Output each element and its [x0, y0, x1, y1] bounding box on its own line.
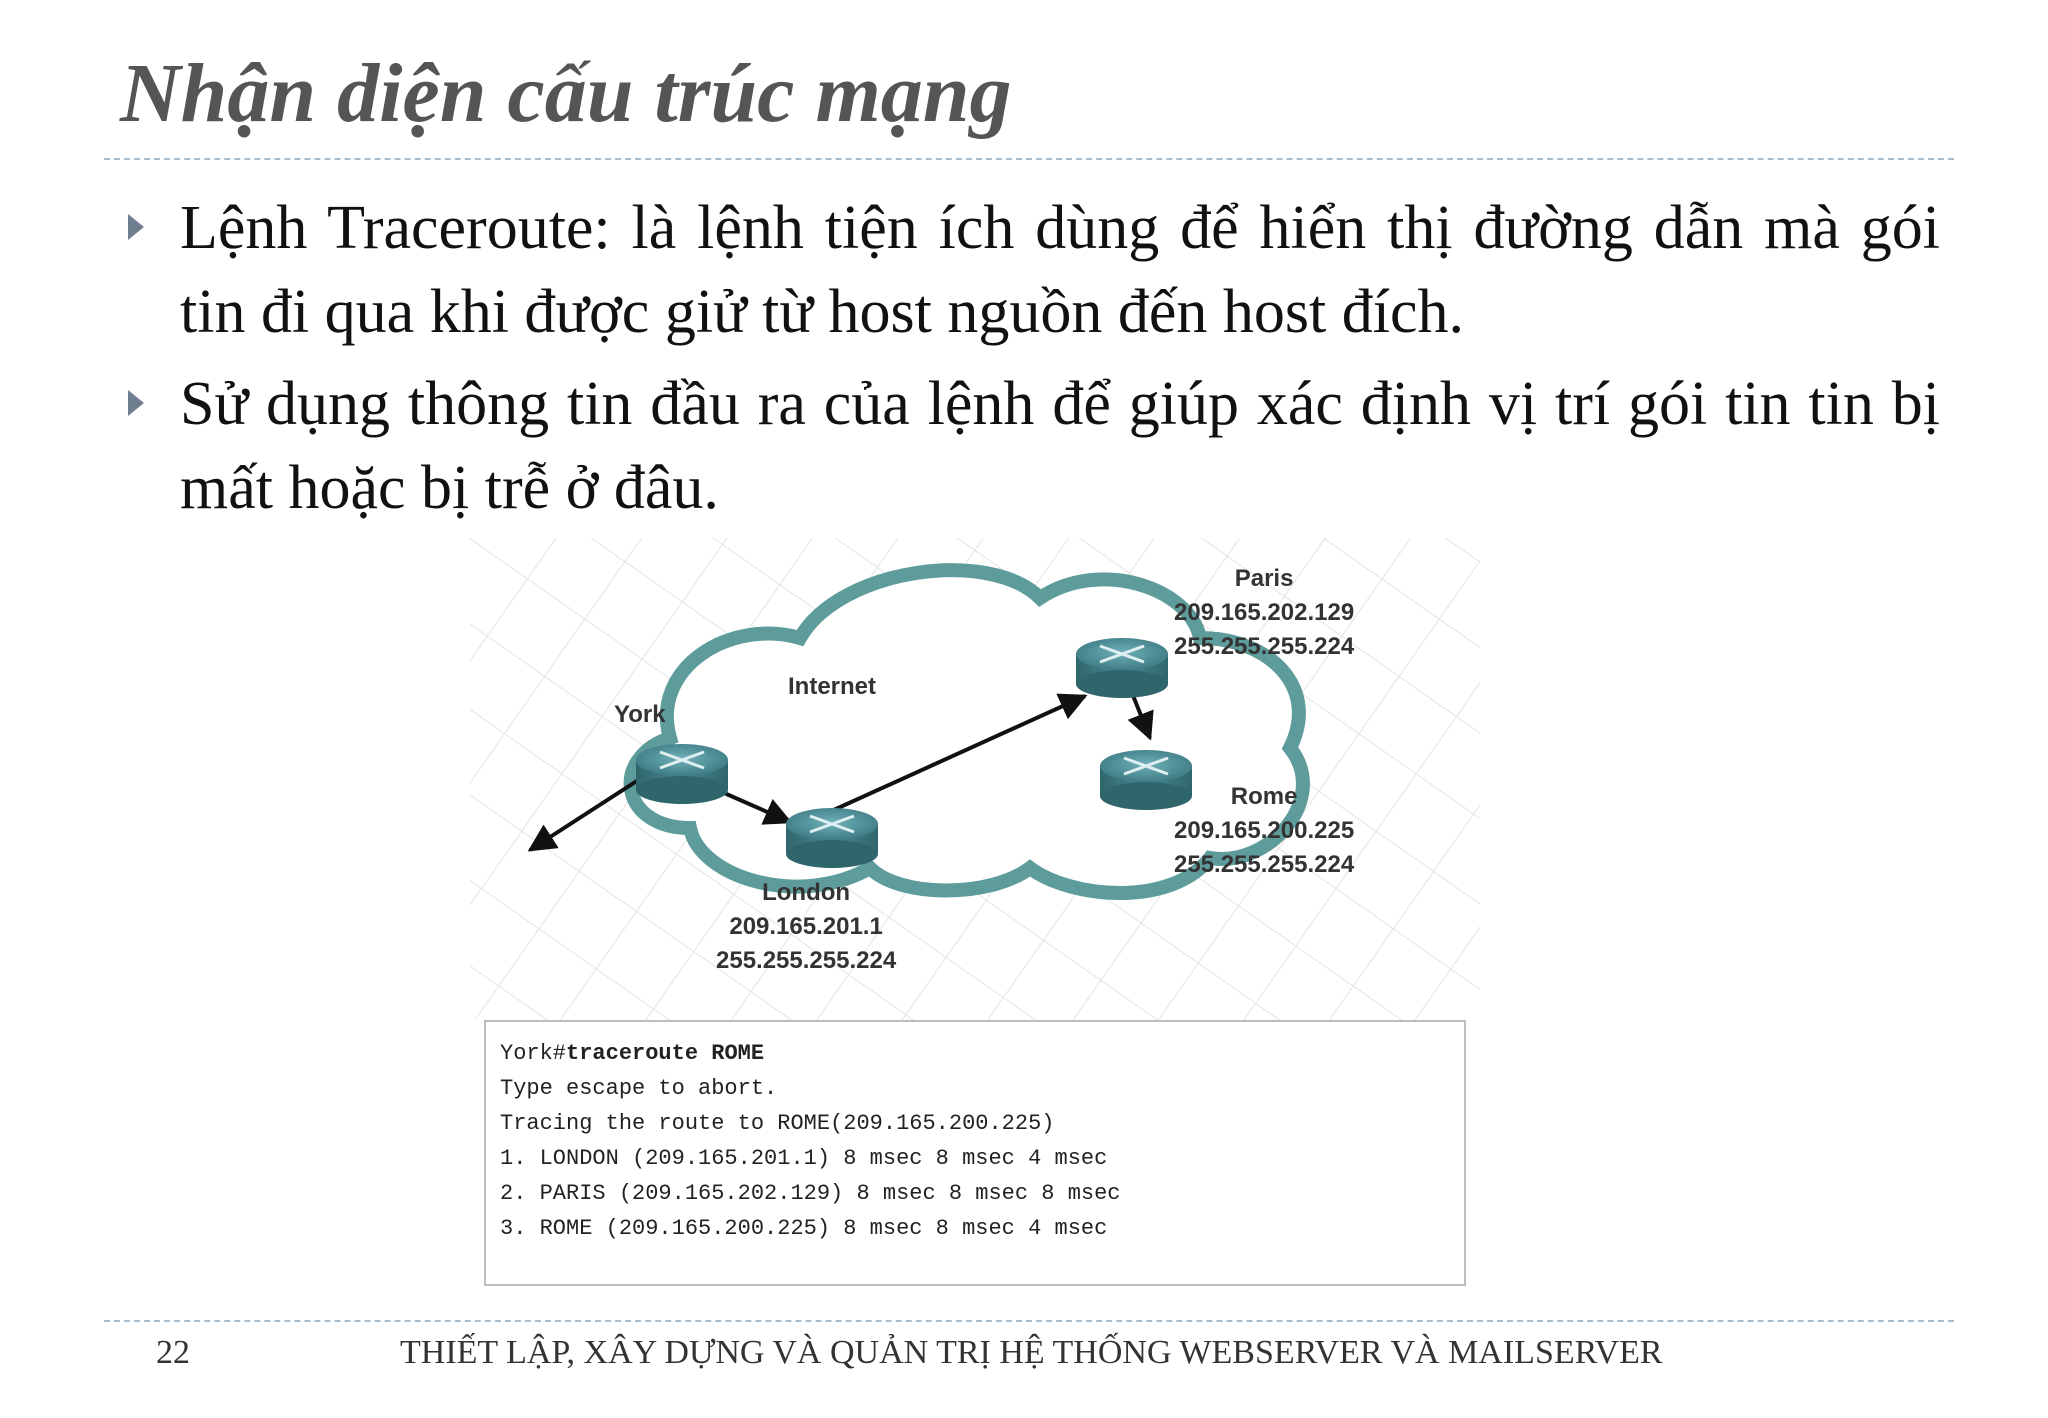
london-name: London	[762, 879, 851, 906]
console-prompt: York#	[500, 1041, 567, 1066]
paris-ip: 209.165.202.129	[1174, 599, 1355, 626]
title-divider	[104, 158, 1954, 160]
console-line: Tracing the route to ROME(209.165.200.225)	[500, 1111, 1055, 1136]
london-ip: 209.165.201.1	[729, 913, 883, 940]
bullet-item	[120, 186, 1940, 354]
bullet-item	[120, 362, 1940, 530]
console-output	[484, 1020, 1466, 1286]
console-line: 1. LONDON (209.165.201.1) 8 msec 8 msec 4 msec	[500, 1146, 1108, 1171]
bullet-text: Lệnh Traceroute: là lệnh tiện ích dùng để hiển thị đường dẫn mà gói tin đi qua khi được giử từ host nguồn đến host đích.	[180, 194, 1940, 346]
rome-name: Rome	[1230, 783, 1298, 810]
london-label	[716, 876, 896, 978]
paris-mask: 255.255.255.224	[1174, 633, 1355, 660]
console-line: Type escape to abort.	[500, 1076, 778, 1101]
triangle-right-icon	[128, 214, 144, 240]
rome-mask: 255.255.255.224	[1174, 851, 1355, 878]
rome-ip: 209.165.200.225	[1174, 817, 1355, 844]
triangle-right-icon	[128, 390, 144, 416]
bullet-text: Sử dụng thông tin đầu ra của lệnh để giúp xác định vị trí gói tin tin bị mất hoặc bị trễ ở đâu.	[180, 370, 1940, 522]
bullet-list	[120, 186, 1940, 538]
router-icon	[1076, 638, 1168, 698]
footer-divider	[104, 1320, 1954, 1322]
console-line: 2. PARIS (209.165.202.129) 8 msec 8 msec 8 msec	[500, 1181, 1121, 1206]
york-label	[614, 698, 666, 732]
router-icon	[636, 744, 728, 804]
york-name: York	[614, 701, 666, 728]
page-number: 22	[156, 1334, 190, 1371]
paris-name: Paris	[1234, 565, 1294, 592]
console-command-line	[500, 1036, 1464, 1071]
slide-title: Nhận diện cấu trúc mạng	[120, 47, 1012, 140]
footer-title: THIẾT LẬP, XÂY DỰNG VÀ QUẢN TRỊ HỆ THỐNG WEBSERVER VÀ MAILSERVER	[400, 1334, 1663, 1371]
console-line: 3. ROME (209.165.200.225) 8 msec 8 msec 4 msec	[500, 1216, 1108, 1241]
router-icon	[786, 808, 878, 868]
london-mask: 255.255.255.224	[716, 947, 897, 974]
traceroute-figure	[470, 538, 1480, 1294]
console-command: traceroute ROME	[566, 1041, 765, 1066]
rome-label	[1174, 780, 1354, 882]
cloud-label: Internet	[788, 673, 877, 700]
paris-label	[1174, 562, 1354, 664]
